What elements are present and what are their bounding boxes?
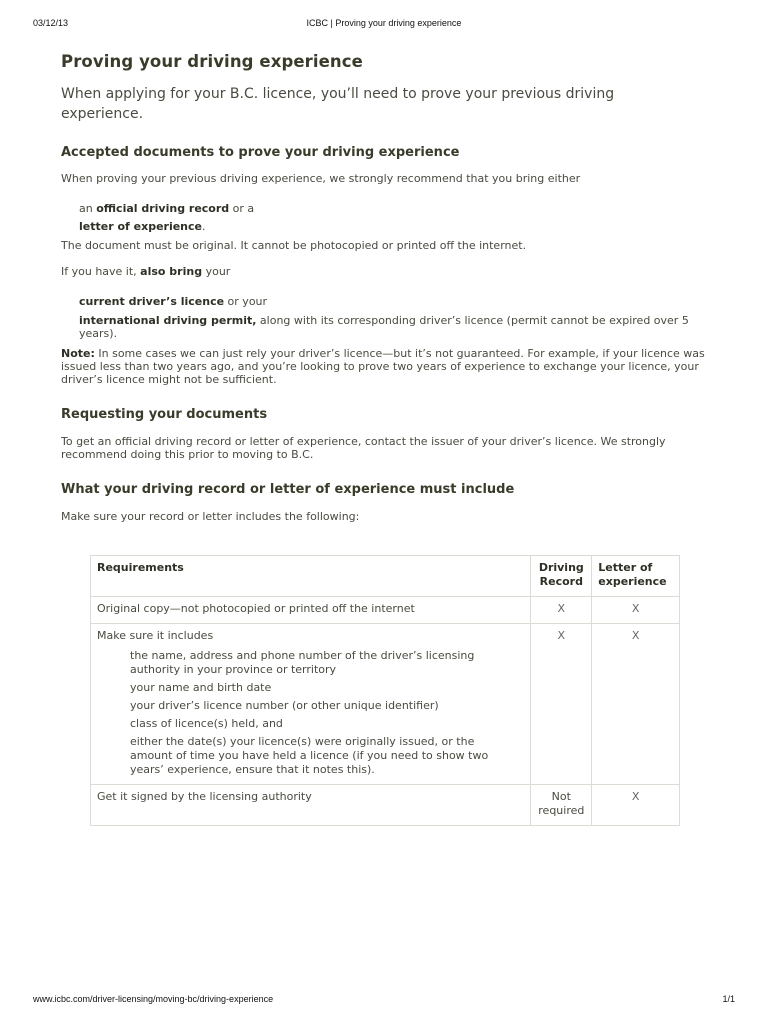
must-include-intro: Make sure your record or letter includes the following:: [61, 510, 360, 523]
also-bring-intro: If you have it, also bring your: [61, 265, 231, 278]
requirement-cell: [91, 624, 531, 785]
print-footer: [33, 994, 735, 1008]
table-row: [91, 785, 680, 826]
requirement-cell: Original copy—not photocopied or printed off the internet: [91, 597, 531, 624]
requirement-text: Make sure it includes: [97, 629, 214, 642]
driving-record-cell: X: [531, 597, 592, 624]
list-item: your name and birth date: [130, 681, 272, 694]
print-page-title: ICBC | Proving your driving experience: [306, 18, 462, 28]
also-bring-list: [79, 295, 724, 340]
document-list: [79, 202, 726, 233]
table-header-row: [91, 556, 680, 597]
print-url: www.icbc.com/driver-licensing/moving-bc/driving-experience: [33, 994, 274, 1004]
list-item: the name, address and phone number of the driver’s licensing authority in your province or territory: [130, 649, 475, 676]
list-item-international-permit: international driving permit, along with its corresponding driver’s licence (permit cannot be expired over 5 years).: [79, 314, 689, 340]
must-include-heading: What your driving record or letter of experience must include: [61, 482, 515, 497]
list-item: class of licence(s) held, and: [130, 717, 283, 730]
original-document-note: The document must be original. It cannot be photocopied or printed off the internet.: [61, 239, 527, 252]
driving-record-cell: X: [531, 624, 592, 785]
table-row: [91, 597, 680, 624]
accepted-documents-heading: Accepted documents to prove your driving experience: [61, 145, 460, 160]
page-number: 1/1: [722, 994, 735, 1004]
lead-paragraph: When applying for your B.C. licence, you’ll need to prove your previous driving experience.: [61, 86, 615, 122]
main-content: [61, 52, 726, 817]
includes-sublist: [130, 649, 510, 777]
requirements-table: [90, 555, 680, 826]
requirement-cell: Get it signed by the licensing authority: [91, 785, 531, 826]
table-row: [91, 624, 680, 785]
letter-cell: X: [592, 624, 680, 785]
requesting-paragraph: To get an official driving record or letter of experience, contact the issuer of your driver’s licence. We strongly recommend doing this prior to moving to B.C.: [61, 435, 666, 461]
print-header: [33, 18, 735, 32]
requesting-documents-heading: Requesting your documents: [61, 407, 268, 422]
letter-cell: X: [592, 785, 680, 826]
header-driving-record: Driving Record: [531, 556, 592, 597]
header-letter-of-experience: Letter of experience: [592, 556, 680, 597]
list-item: your driver’s licence number (or other unique identifier): [130, 699, 439, 712]
note-paragraph: Note: In some cases we can just rely your driver’s licence—but it’s not guaranteed. For example, if your licence was issued less than two years ago, and you’re looking to prove two years of experience to exchange your licence, your driver’s licence might not be sufficient.: [61, 347, 705, 386]
list-item-official-record: an official driving record or a: [79, 202, 255, 215]
accepted-intro: When proving your previous driving experience, we strongly recommend that you bring either: [61, 172, 581, 185]
letter-cell: X: [592, 597, 680, 624]
list-item-current-licence: current driver’s licence or your: [79, 295, 268, 308]
print-date: 03/12/13: [33, 18, 69, 28]
list-item-letter-of-experience: letter of experience.: [79, 220, 206, 233]
driving-record-cell: Not required: [531, 785, 592, 826]
header-requirements: Requirements: [91, 556, 531, 597]
list-item: either the date(s) your licence(s) were originally issued, or the amount of time you have held a licence (if you need to show two years’ experience, ensure that it notes this).: [130, 735, 489, 776]
page-title: Proving your driving experience: [61, 52, 363, 71]
